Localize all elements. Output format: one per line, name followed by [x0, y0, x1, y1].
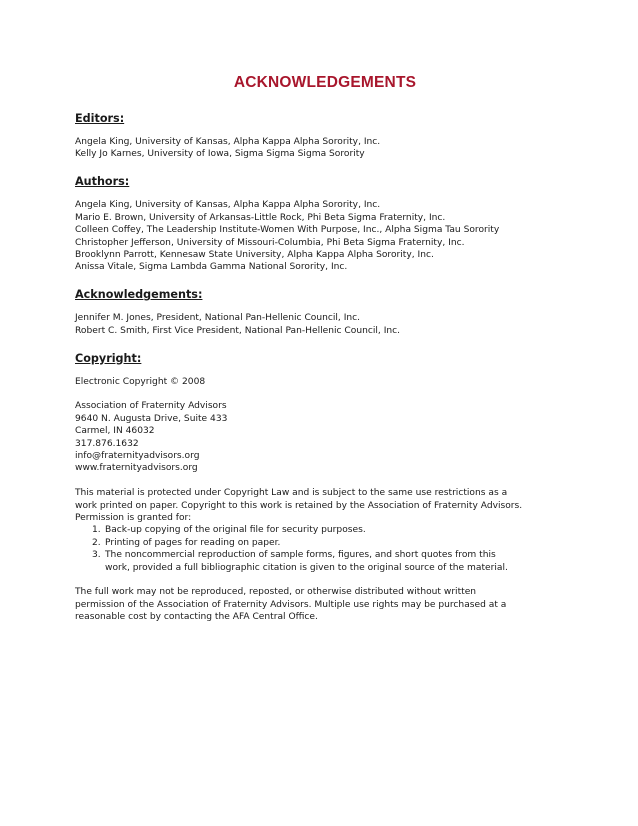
authors-heading: Authors:	[75, 175, 130, 189]
author-line: Mario E. Brown, University of Arkansas-Little Rock, Phi Beta Sigma Fraternity, Inc.	[75, 212, 446, 223]
permission-number: 1.	[92, 525, 101, 536]
contact-address	[75, 400, 575, 474]
address-line: Carmel, IN 46032	[75, 426, 155, 437]
author-line: Angela King, University of Kansas, Alpha Kappa Alpha Sorority, Inc.	[75, 200, 381, 211]
author-line: Colleen Coffey, The Leadership Institute-Women With Purpose, Inc., Alpha Sigma Tau Sorority	[75, 225, 500, 236]
acknowledgements-heading: Acknowledgements:	[75, 288, 203, 302]
email-address: info@fraternityadvisors.org	[75, 450, 200, 461]
notice-line: This material is protected under Copyright Law and is subject to the same use restrictions as a	[75, 488, 508, 499]
permission-number: 2.	[92, 537, 101, 548]
permission-item	[75, 549, 575, 574]
author-line: Brooklynn Parrott, Kennesaw State University, Alpha Kappa Alpha Sorority, Inc.	[75, 249, 434, 260]
permission-text: The noncommercial reproduction of sample forms, figures, and short quotes from this	[105, 550, 496, 561]
copyright-section	[75, 351, 575, 624]
website-url: www.fraternityadvisors.org	[75, 463, 198, 474]
document-page	[75, 74, 575, 624]
editors-section	[75, 111, 575, 161]
electronic-copyright: Electronic Copyright © 2008	[75, 376, 206, 387]
page-title: ACKNOWLEDGEMENTS	[233, 74, 417, 91]
closing-line: reasonable cost by contacting the AFA Central Office.	[75, 612, 318, 623]
closing-paragraph	[75, 586, 575, 623]
permissions-list	[75, 524, 575, 574]
notice-line: work printed on paper. Copyright to this work is retained by the Association of Fraternity Advisors.	[75, 500, 523, 511]
copyright-notice	[75, 487, 575, 524]
permission-text: work, provided a full bibliographic citation is given to the original source of the material.	[105, 562, 508, 573]
permission-text: Back-up copying of the original file for security purposes.	[105, 525, 366, 536]
permission-item	[75, 524, 575, 536]
closing-line: permission of the Association of Fraternity Advisors. Multiple use rights may be purchased at a	[75, 599, 507, 610]
permission-item	[75, 537, 575, 549]
copyright-heading: Copyright:	[75, 351, 142, 365]
editor-line: Angela King, University of Kansas, Alpha Kappa Alpha Sorority, Inc.	[75, 137, 381, 147]
editor-line: Kelly Jo Karnes, University of Iowa, Sigma Sigma Sigma Sorority	[75, 149, 365, 160]
editors-heading: Editors:	[75, 112, 125, 125]
acknowledgement-line: Jennifer M. Jones, President, National Pan-Hellenic Council, Inc.	[75, 313, 361, 324]
permission-text: Printing of pages for reading on paper.	[105, 537, 281, 548]
address-line: 9640 N. Augusta Drive, Suite 433	[75, 413, 228, 424]
author-line: Christopher Jefferson, University of Missouri-Columbia, Phi Beta Sigma Fraternity, Inc.	[75, 237, 465, 248]
address-line: Association of Fraternity Advisors	[75, 401, 227, 412]
notice-line: Permission is granted for:	[75, 513, 192, 523]
author-line: Anissa Vitale, Sigma Lambda Gamma National Sorority, Inc.	[75, 262, 348, 273]
acknowledgements-section	[75, 287, 575, 337]
closing-line: The full work may not be reproduced, reposted, or otherwise distributed without written	[75, 587, 477, 598]
acknowledgement-line: Robert C. Smith, First Vice President, National Pan-Hellenic Council, Inc.	[75, 325, 401, 336]
permission-number: 3.	[92, 550, 101, 561]
phone-number: 317.876.1632	[75, 438, 139, 449]
authors-section	[75, 174, 575, 273]
